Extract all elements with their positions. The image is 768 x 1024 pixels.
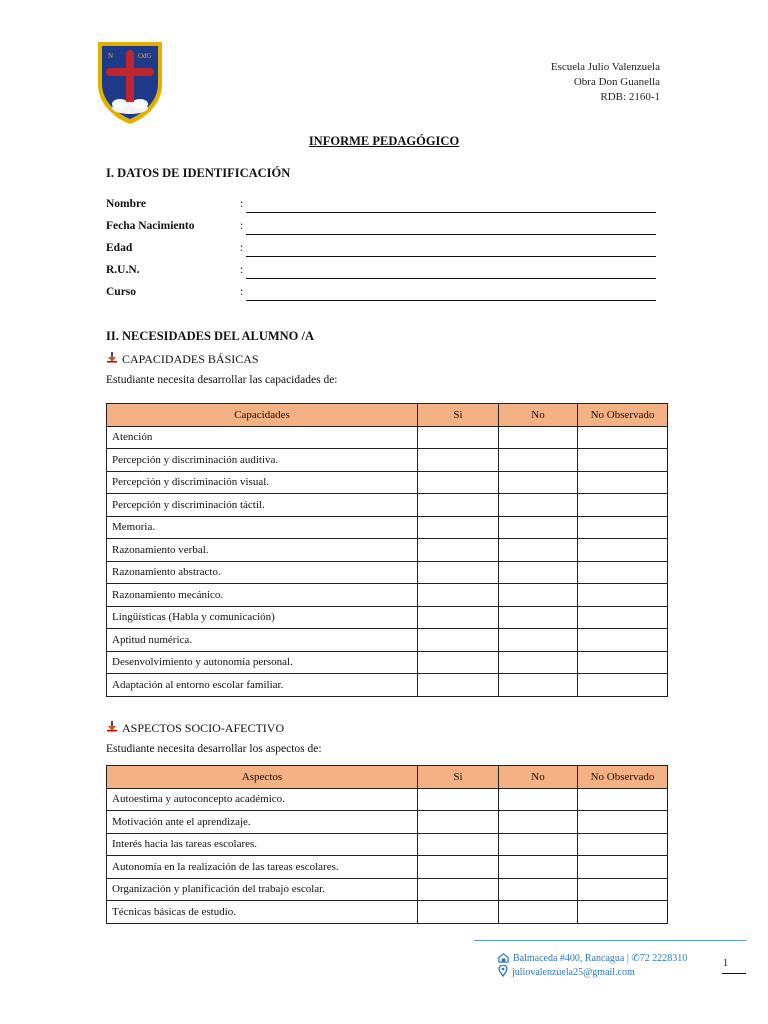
si-cell[interactable] [418, 516, 499, 539]
table-row [107, 539, 668, 562]
si-cell[interactable] [418, 471, 499, 494]
si-cell[interactable] [418, 651, 499, 674]
header-capacidades: Capacidades [107, 404, 418, 427]
field-blank-line[interactable] [246, 212, 656, 213]
field-colon: : [240, 286, 244, 298]
si-cell[interactable] [418, 494, 499, 517]
no-observado-cell[interactable] [578, 561, 668, 584]
field-run [106, 264, 656, 280]
no-cell[interactable] [499, 788, 578, 811]
footer-email-row [498, 965, 635, 978]
svg-text:N: N [108, 52, 114, 60]
si-cell[interactable] [418, 674, 499, 697]
no-cell[interactable] [499, 901, 578, 924]
table-row [107, 833, 668, 856]
no-observado-cell[interactable] [578, 449, 668, 472]
si-cell[interactable] [418, 811, 499, 834]
no-cell[interactable] [499, 516, 578, 539]
no-cell[interactable] [499, 811, 578, 834]
field-blank-line[interactable] [246, 234, 656, 235]
location-pin-icon [498, 965, 508, 977]
si-cell[interactable] [418, 856, 499, 879]
si-cell[interactable] [418, 629, 499, 652]
no-cell[interactable] [499, 494, 578, 517]
table-row [107, 561, 668, 584]
header-no-observado: No Observado [578, 766, 668, 789]
school-info [551, 60, 660, 105]
table-row [107, 471, 668, 494]
no-cell[interactable] [499, 833, 578, 856]
no-observado-cell[interactable] [578, 878, 668, 901]
si-cell[interactable] [418, 606, 499, 629]
field-edad [106, 242, 656, 258]
no-observado-cell[interactable] [578, 516, 668, 539]
school-rdb: RDB: 2160-1 [600, 91, 660, 103]
no-observado-cell[interactable] [578, 674, 668, 697]
no-cell[interactable] [499, 606, 578, 629]
si-cell[interactable] [418, 878, 499, 901]
field-blank-line[interactable] [246, 278, 656, 279]
table-row [107, 516, 668, 539]
aspects-table [106, 765, 668, 924]
row-label: Percepción y discriminación auditiva. [107, 449, 418, 472]
table-row [107, 606, 668, 629]
si-cell[interactable] [418, 449, 499, 472]
row-label: Interés hacia las tareas escolares. [107, 833, 418, 856]
row-label: Lingüísticas (Habla y comunicación) [107, 606, 418, 629]
table-header-row [107, 404, 668, 427]
no-observado-cell[interactable] [578, 584, 668, 607]
capacities-table [106, 403, 668, 697]
no-cell[interactable] [499, 426, 578, 449]
no-observado-cell[interactable] [578, 651, 668, 674]
header-si: Si [418, 404, 499, 427]
si-cell[interactable] [418, 901, 499, 924]
arrow-bullet-icon [106, 351, 122, 367]
no-cell[interactable] [499, 471, 578, 494]
no-observado-cell[interactable] [578, 426, 668, 449]
school-work: Obra Don Guanella [573, 76, 660, 88]
header-aspectos: Aspectos [107, 766, 418, 789]
field-label: Nombre [106, 198, 147, 210]
no-observado-cell[interactable] [578, 811, 668, 834]
table-row [107, 811, 668, 834]
table-row [107, 856, 668, 879]
row-label: Razonamiento abstracto. [107, 561, 418, 584]
field-label: Curso [106, 286, 137, 298]
no-observado-cell[interactable] [578, 629, 668, 652]
field-label: Fecha Nacimiento [106, 220, 195, 232]
phone-icon: ✆ [631, 953, 640, 964]
header-no: No [499, 404, 578, 427]
no-observado-cell[interactable] [578, 788, 668, 811]
arrow-bullet-icon [106, 720, 122, 736]
table-row [107, 629, 668, 652]
no-cell[interactable] [499, 539, 578, 562]
no-observado-cell[interactable] [578, 539, 668, 562]
no-cell[interactable] [499, 856, 578, 879]
si-cell[interactable] [418, 561, 499, 584]
logo-monogram: OdG [138, 52, 152, 60]
field-nombre [106, 198, 656, 214]
no-observado-cell[interactable] [578, 494, 668, 517]
field-colon: : [240, 264, 244, 276]
row-label: Memoria. [107, 516, 418, 539]
no-cell[interactable] [499, 674, 578, 697]
no-cell[interactable] [499, 561, 578, 584]
socio-intro-text: Estudiante necesita desarrollar los aspectos de: [106, 743, 322, 755]
no-cell[interactable] [499, 584, 578, 607]
footer-address [498, 952, 687, 964]
no-cell[interactable] [499, 651, 578, 674]
subsection-socio-affective [106, 720, 284, 736]
si-cell[interactable] [418, 584, 499, 607]
si-cell[interactable] [418, 833, 499, 856]
field-blank-line[interactable] [246, 256, 656, 257]
no-observado-cell[interactable] [578, 901, 668, 924]
basic-intro-text: Estudiante necesita desarrollar las capacidades de: [106, 374, 338, 386]
table-row [107, 651, 668, 674]
building-icon [498, 952, 509, 963]
table-header-row [107, 766, 668, 789]
footer-address-text: Balmaceda #400, Rancagua | [513, 953, 629, 964]
footer-email[interactable]: juliovalenzuela25@gmail.com [512, 967, 635, 978]
subsection-title: ASPECTOS SOCIO-AFECTIVO [122, 721, 285, 735]
subsection-basic-capacities [106, 351, 259, 367]
field-colon: : [240, 242, 244, 254]
no-cell[interactable] [499, 629, 578, 652]
table-row [107, 449, 668, 472]
field-curso [106, 286, 656, 302]
si-cell[interactable] [418, 788, 499, 811]
no-cell[interactable] [499, 878, 578, 901]
subsection-title: CAPACIDADES BÁSICAS [122, 352, 259, 366]
table-row [107, 584, 668, 607]
row-label: Percepción y discriminación visual. [107, 471, 418, 494]
document-title: INFORME PEDAGÓGICO [308, 134, 460, 148]
row-label: Técnicas básicas de estudio. [107, 901, 418, 924]
table-row [107, 901, 668, 924]
no-cell[interactable] [499, 449, 578, 472]
table-row [107, 426, 668, 449]
row-label: Desenvolvimiento y autonomía personal. [107, 651, 418, 674]
page-number-underline [722, 973, 746, 974]
row-label: Organización y planificación del trabajo escolar. [107, 878, 418, 901]
row-label: Motivación ante el aprendizaje. [107, 811, 418, 834]
row-label: Adaptación al entorno escolar familiar. [107, 674, 418, 697]
header-no-observado: No Observado [578, 404, 668, 427]
table-row [107, 878, 668, 901]
table-row [107, 788, 668, 811]
header-si: Si [418, 766, 499, 789]
field-label: Edad [106, 242, 133, 254]
field-label: R.U.N. [106, 264, 140, 276]
field-colon: : [240, 220, 244, 232]
section-needs-heading: II. NECESIDADES DEL ALUMNO /A [106, 329, 315, 343]
school-crest-logo [94, 38, 166, 126]
no-observado-cell[interactable] [578, 471, 668, 494]
si-cell[interactable] [418, 426, 499, 449]
field-colon: : [240, 198, 244, 210]
row-label: Autonomía en la realización de las tareas escolares. [107, 856, 418, 879]
row-label: Aptitud numérica. [107, 629, 418, 652]
section-identification-heading: I. DATOS DE IDENTIFICACIÓN [106, 166, 291, 180]
si-cell[interactable] [418, 539, 499, 562]
table-row [107, 494, 668, 517]
field-fecha-nacimiento [106, 220, 656, 236]
row-label: Razonamiento verbal. [107, 539, 418, 562]
field-blank-line[interactable] [246, 300, 656, 301]
row-label: Percepción y discriminación táctil. [107, 494, 418, 517]
row-label: Razonamiento mecánico. [107, 584, 418, 607]
no-observado-cell[interactable] [578, 606, 668, 629]
no-observado-cell[interactable] [578, 856, 668, 879]
no-observado-cell[interactable] [578, 833, 668, 856]
footer-divider [474, 940, 746, 941]
table-row [107, 674, 668, 697]
footer-phone: 72 2228310 [639, 953, 688, 964]
row-label: Atención [107, 426, 418, 449]
page-number: 1 [723, 958, 728, 969]
row-label: Autoestima y autoconcepto académico. [107, 788, 418, 811]
school-name: Escuela Julio Valenzuela [550, 61, 660, 73]
header-no: No [499, 766, 578, 789]
